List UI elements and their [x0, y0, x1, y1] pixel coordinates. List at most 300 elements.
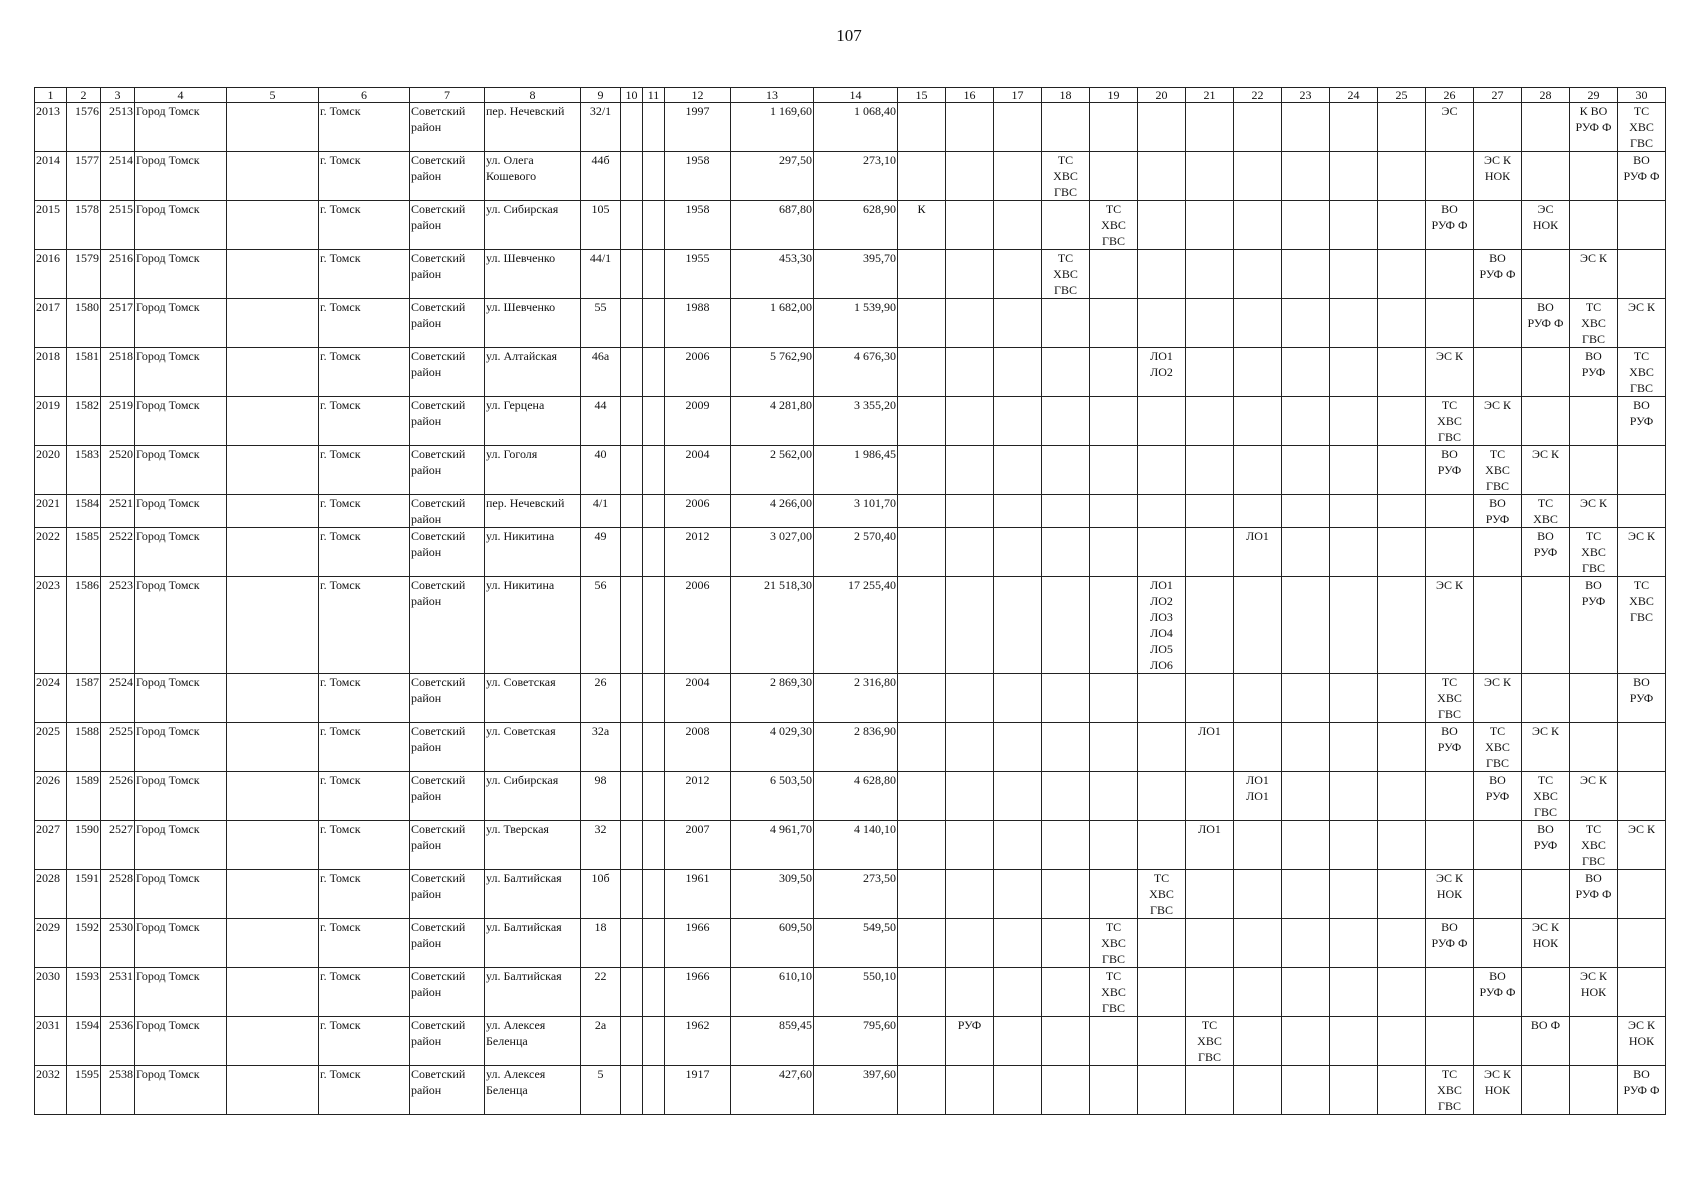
cell-col-19 [1090, 250, 1138, 299]
cell-col-5 [227, 348, 319, 397]
cell-col-10 [621, 299, 643, 348]
cell-text: 427,60 [779, 1067, 812, 1081]
cell-text: ЭС НОК [1532, 202, 1559, 232]
cell-col-3 [101, 446, 135, 495]
cell-col-21 [1186, 528, 1234, 577]
table-row [35, 152, 1666, 201]
cell-text: ВО РУФ [1485, 496, 1510, 526]
cell-col-17 [994, 919, 1042, 968]
cell-col-6 [319, 772, 410, 821]
cell-col-30 [1618, 299, 1666, 348]
cell-col-27 [1474, 299, 1522, 348]
cell-col-29 [1570, 577, 1618, 674]
cell-col-5 [227, 772, 319, 821]
cell-text: 2004 [685, 675, 710, 689]
cell-text: 1 169,60 [770, 104, 812, 118]
cell-col-1 [35, 152, 67, 201]
cell-col-23 [1282, 348, 1330, 397]
cell-col-19 [1090, 299, 1138, 348]
cell-col-10 [621, 397, 643, 446]
cell-col-23 [1282, 821, 1330, 870]
cell-col-15 [898, 968, 946, 1017]
cell-col-15 [898, 1017, 946, 1066]
cell-col-15 [898, 772, 946, 821]
cell-text: г. Томск [320, 496, 361, 510]
cell-col-3 [101, 250, 135, 299]
cell-col-12 [665, 446, 731, 495]
column-header-26: 26 [1426, 88, 1474, 103]
cell-col-5 [227, 821, 319, 870]
cell-text: Город Томск [136, 496, 200, 510]
cell-col-10 [621, 968, 643, 1017]
cell-col-20 [1138, 446, 1186, 495]
cell-col-8 [485, 968, 581, 1017]
cell-col-23 [1282, 446, 1330, 495]
cell-col-17 [994, 577, 1042, 674]
cell-text: 2514 [109, 153, 133, 167]
cell-col-4 [135, 821, 227, 870]
cell-text: г. Томск [320, 104, 361, 118]
column-number-header-row [35, 88, 1666, 103]
cell-col-11 [643, 446, 665, 495]
cell-col-21 [1186, 577, 1234, 674]
column-header-28: 28 [1522, 88, 1570, 103]
cell-text: ТС ХВС ГВС [1197, 1018, 1222, 1064]
table-row [35, 348, 1666, 397]
cell-col-3 [101, 821, 135, 870]
cell-col-22 [1234, 528, 1282, 577]
cell-col-13 [731, 723, 814, 772]
cell-col-9 [581, 152, 621, 201]
cell-text: Город Томск [136, 773, 200, 787]
cell-text: ТС ХВС ГВС [1149, 871, 1174, 917]
cell-text: Город Томск [136, 529, 200, 543]
cell-text: 4/1 [592, 496, 609, 510]
table-row [35, 821, 1666, 870]
cell-col-17 [994, 103, 1042, 152]
cell-text: 2014 [36, 153, 60, 167]
cell-col-7 [410, 577, 485, 674]
cell-col-4 [135, 152, 227, 201]
column-header-19: 19 [1090, 88, 1138, 103]
cell-col-17 [994, 152, 1042, 201]
cell-text: 2032 [36, 1067, 60, 1081]
cell-col-20 [1138, 723, 1186, 772]
cell-col-22 [1234, 674, 1282, 723]
cell-col-15 [898, 299, 946, 348]
cell-col-4 [135, 299, 227, 348]
cell-col-30 [1618, 968, 1666, 1017]
cell-text: 56 [594, 578, 607, 592]
cell-col-18 [1042, 870, 1090, 919]
cell-col-24 [1330, 528, 1378, 577]
cell-col-12 [665, 528, 731, 577]
cell-col-22 [1234, 348, 1282, 397]
cell-text: ЛО1 [1198, 724, 1221, 738]
cell-col-5 [227, 723, 319, 772]
cell-text: 1576 [75, 104, 99, 118]
cell-col-16 [946, 870, 994, 919]
cell-col-25 [1378, 919, 1426, 968]
cell-col-14 [814, 495, 898, 528]
cell-text: ул. Балтийская [486, 871, 562, 885]
cell-text: ЭС К [1580, 251, 1607, 265]
cell-col-1 [35, 919, 67, 968]
cell-col-5 [227, 201, 319, 250]
cell-col-25 [1378, 201, 1426, 250]
column-header-14: 14 [814, 88, 898, 103]
cell-text: ТС ХВС ГВС [1581, 529, 1606, 575]
column-header-7: 7 [410, 88, 485, 103]
cell-col-4 [135, 577, 227, 674]
cell-col-4 [135, 1017, 227, 1066]
cell-col-2 [67, 528, 101, 577]
cell-col-20 [1138, 968, 1186, 1017]
cell-text: г. Томск [320, 675, 361, 689]
cell-text: 44/1 [589, 251, 612, 265]
cell-col-10 [621, 723, 643, 772]
cell-col-20 [1138, 772, 1186, 821]
cell-text: 46а [591, 349, 610, 363]
cell-text: 2015 [36, 202, 60, 216]
cell-col-6 [319, 446, 410, 495]
cell-col-13 [731, 968, 814, 1017]
cell-col-13 [731, 152, 814, 201]
cell-text: Город Томск [136, 1018, 200, 1032]
cell-col-11 [643, 968, 665, 1017]
cell-text: Советский район [411, 529, 466, 559]
cell-col-27 [1474, 528, 1522, 577]
cell-text: ТС ХВС ГВС [1629, 104, 1654, 150]
cell-col-5 [227, 674, 319, 723]
cell-col-20 [1138, 1017, 1186, 1066]
cell-col-22 [1234, 919, 1282, 968]
cell-col-8 [485, 821, 581, 870]
cell-col-2 [67, 919, 101, 968]
column-header-16: 16 [946, 88, 994, 103]
cell-col-10 [621, 201, 643, 250]
cell-col-25 [1378, 772, 1426, 821]
cell-text: Город Томск [136, 202, 200, 216]
cell-text: ул. Алтайская [486, 349, 558, 363]
cell-text: Советский район [411, 822, 466, 852]
cell-col-26 [1426, 348, 1474, 397]
cell-col-26 [1426, 1017, 1474, 1066]
cell-text: Город Томск [136, 153, 200, 167]
cell-col-6 [319, 528, 410, 577]
cell-col-25 [1378, 446, 1426, 495]
cell-col-21 [1186, 821, 1234, 870]
column-header-23: 23 [1282, 88, 1330, 103]
cell-text: пер. Нечевский [486, 496, 565, 510]
cell-col-16 [946, 201, 994, 250]
cell-text: ЭС К [1532, 447, 1559, 461]
cell-text: ул. Шевченко [486, 300, 556, 314]
cell-col-15 [898, 528, 946, 577]
cell-text: ТС ХВС ГВС [1533, 773, 1558, 819]
cell-col-21 [1186, 250, 1234, 299]
cell-text: Советский район [411, 202, 466, 232]
cell-col-6 [319, 968, 410, 1017]
cell-col-8 [485, 299, 581, 348]
cell-text: 2020 [36, 447, 60, 461]
cell-col-14 [814, 870, 898, 919]
cell-col-21 [1186, 152, 1234, 201]
cell-text: 2012 [685, 773, 710, 787]
cell-text: 2016 [36, 251, 60, 265]
cell-col-22 [1234, 772, 1282, 821]
cell-col-4 [135, 968, 227, 1017]
cell-text: ЭС К [1436, 349, 1463, 363]
column-header-5: 5 [227, 88, 319, 103]
cell-col-3 [101, 1066, 135, 1115]
cell-text: 1578 [75, 202, 99, 216]
cell-col-11 [643, 299, 665, 348]
cell-text: ул. Никитина [486, 529, 555, 543]
cell-text: 1583 [75, 447, 99, 461]
cell-col-25 [1378, 1066, 1426, 1115]
cell-col-30 [1618, 723, 1666, 772]
cell-col-29 [1570, 919, 1618, 968]
cell-col-12 [665, 152, 731, 201]
cell-col-2 [67, 1017, 101, 1066]
cell-text: 2007 [685, 822, 710, 836]
column-header-18: 18 [1042, 88, 1090, 103]
cell-text: 395,70 [863, 251, 896, 265]
cell-col-1 [35, 772, 67, 821]
cell-col-30 [1618, 577, 1666, 674]
cell-col-16 [946, 528, 994, 577]
cell-col-11 [643, 577, 665, 674]
cell-col-21 [1186, 103, 1234, 152]
cell-col-14 [814, 152, 898, 201]
cell-col-5 [227, 397, 319, 446]
cell-col-24 [1330, 919, 1378, 968]
cell-col-15 [898, 152, 946, 201]
cell-col-22 [1234, 577, 1282, 674]
cell-col-30 [1618, 397, 1666, 446]
cell-text: 273,10 [863, 153, 896, 167]
cell-col-26 [1426, 250, 1474, 299]
cell-col-19 [1090, 201, 1138, 250]
cell-text: 1587 [75, 675, 99, 689]
cell-text: 2 316,80 [854, 675, 896, 689]
cell-text: 2518 [109, 349, 133, 363]
cell-text: Советский район [411, 773, 466, 803]
cell-col-7 [410, 152, 485, 201]
cell-col-18 [1042, 723, 1090, 772]
cell-text: 18 [594, 920, 607, 934]
cell-col-22 [1234, 723, 1282, 772]
cell-text: 549,50 [863, 920, 896, 934]
cell-col-25 [1378, 495, 1426, 528]
cell-col-7 [410, 299, 485, 348]
cell-col-15 [898, 723, 946, 772]
cell-text: 2527 [109, 822, 133, 836]
cell-col-18 [1042, 772, 1090, 821]
cell-col-25 [1378, 299, 1426, 348]
cell-col-1 [35, 674, 67, 723]
cell-text: 32 [594, 822, 607, 836]
cell-col-22 [1234, 201, 1282, 250]
cell-col-21 [1186, 1017, 1234, 1066]
cell-col-25 [1378, 348, 1426, 397]
cell-col-26 [1426, 821, 1474, 870]
column-header-22: 22 [1234, 88, 1282, 103]
cell-text: ул. Герцена [486, 398, 545, 412]
cell-col-18 [1042, 103, 1090, 152]
cell-text: 4 140,10 [854, 822, 896, 836]
cell-col-29 [1570, 528, 1618, 577]
cell-col-15 [898, 250, 946, 299]
cell-col-28 [1522, 577, 1570, 674]
cell-col-17 [994, 968, 1042, 1017]
cell-col-17 [994, 772, 1042, 821]
cell-col-23 [1282, 968, 1330, 1017]
cell-col-17 [994, 250, 1042, 299]
cell-text: ЭС К [1628, 822, 1655, 836]
cell-col-10 [621, 495, 643, 528]
cell-col-30 [1618, 348, 1666, 397]
cell-col-8 [485, 495, 581, 528]
cell-text: 2530 [109, 920, 133, 934]
cell-text: 2019 [36, 398, 60, 412]
cell-text: ТС ХВС ГВС [1101, 202, 1126, 248]
column-header-1: 1 [35, 88, 67, 103]
cell-text: 2009 [685, 398, 710, 412]
cell-text: ЭС К [1484, 675, 1511, 689]
table-row [35, 250, 1666, 299]
cell-text: 98 [594, 773, 607, 787]
cell-col-16 [946, 348, 994, 397]
cell-col-4 [135, 919, 227, 968]
cell-text: ул. Сибирская [486, 773, 559, 787]
cell-text: ЛО1 [1198, 822, 1221, 836]
cell-col-22 [1234, 103, 1282, 152]
cell-col-13 [731, 1017, 814, 1066]
cell-col-10 [621, 919, 643, 968]
table-row [35, 1066, 1666, 1115]
cell-text: 26 [594, 675, 607, 689]
cell-col-22 [1234, 968, 1282, 1017]
cell-text: 273,50 [863, 871, 896, 885]
cell-col-15 [898, 446, 946, 495]
cell-col-27 [1474, 152, 1522, 201]
cell-col-19 [1090, 528, 1138, 577]
cell-col-5 [227, 103, 319, 152]
cell-text: ВО РУФ Ф [1431, 920, 1468, 950]
cell-text: ЭС К [1580, 496, 1607, 510]
cell-col-27 [1474, 495, 1522, 528]
cell-col-18 [1042, 201, 1090, 250]
cell-col-15 [898, 1066, 946, 1115]
cell-text: 22 [594, 969, 607, 983]
cell-col-23 [1282, 495, 1330, 528]
cell-col-4 [135, 870, 227, 919]
cell-col-2 [67, 250, 101, 299]
cell-col-8 [485, 201, 581, 250]
cell-col-26 [1426, 1066, 1474, 1115]
cell-col-15 [898, 397, 946, 446]
cell-col-12 [665, 201, 731, 250]
cell-col-27 [1474, 723, 1522, 772]
cell-text: К [917, 202, 926, 216]
cell-col-23 [1282, 299, 1330, 348]
cell-text: 2526 [109, 773, 133, 787]
cell-col-30 [1618, 152, 1666, 201]
column-header-25: 25 [1378, 88, 1426, 103]
cell-col-20 [1138, 250, 1186, 299]
cell-text: ул. Никитина [486, 578, 555, 592]
cell-col-17 [994, 1017, 1042, 1066]
cell-col-7 [410, 103, 485, 152]
cell-text: 550,10 [863, 969, 896, 983]
cell-col-21 [1186, 968, 1234, 1017]
cell-text: 2531 [109, 969, 133, 983]
cell-col-8 [485, 674, 581, 723]
column-header-10: 10 [621, 88, 643, 103]
cell-col-27 [1474, 446, 1522, 495]
cell-text: ВО РУФ [1485, 773, 1510, 803]
cell-col-6 [319, 1066, 410, 1115]
cell-text: ул. Балтийская [486, 920, 562, 934]
cell-col-10 [621, 103, 643, 152]
cell-text: г. Томск [320, 578, 361, 592]
cell-col-6 [319, 397, 410, 446]
cell-col-5 [227, 299, 319, 348]
cell-col-13 [731, 397, 814, 446]
cell-text: 2006 [685, 496, 710, 510]
cell-col-23 [1282, 250, 1330, 299]
cell-col-21 [1186, 397, 1234, 446]
cell-col-30 [1618, 495, 1666, 528]
cell-text: 2522 [109, 529, 133, 543]
cell-col-7 [410, 201, 485, 250]
cell-col-28 [1522, 772, 1570, 821]
cell-col-9 [581, 968, 621, 1017]
column-header-3: 3 [101, 88, 135, 103]
cell-col-22 [1234, 1066, 1282, 1115]
cell-col-15 [898, 577, 946, 674]
cell-col-13 [731, 495, 814, 528]
cell-col-15 [898, 919, 946, 968]
cell-col-9 [581, 772, 621, 821]
cell-col-22 [1234, 1017, 1282, 1066]
cell-col-16 [946, 821, 994, 870]
cell-col-14 [814, 919, 898, 968]
cell-text: ТС ХВС ГВС [1629, 578, 1654, 624]
cell-text: г. Томск [320, 1067, 361, 1081]
cell-col-16 [946, 446, 994, 495]
cell-col-3 [101, 772, 135, 821]
cell-col-19 [1090, 968, 1138, 1017]
cell-col-12 [665, 772, 731, 821]
cell-text: 2008 [685, 724, 710, 738]
cell-text: 2516 [109, 251, 133, 265]
cell-col-3 [101, 968, 135, 1017]
cell-col-1 [35, 577, 67, 674]
cell-col-13 [731, 299, 814, 348]
cell-col-28 [1522, 723, 1570, 772]
cell-text: 1592 [75, 920, 99, 934]
cell-col-13 [731, 577, 814, 674]
cell-col-4 [135, 446, 227, 495]
cell-col-14 [814, 201, 898, 250]
cell-col-29 [1570, 723, 1618, 772]
cell-col-23 [1282, 674, 1330, 723]
cell-col-14 [814, 1017, 898, 1066]
cell-col-28 [1522, 968, 1570, 1017]
